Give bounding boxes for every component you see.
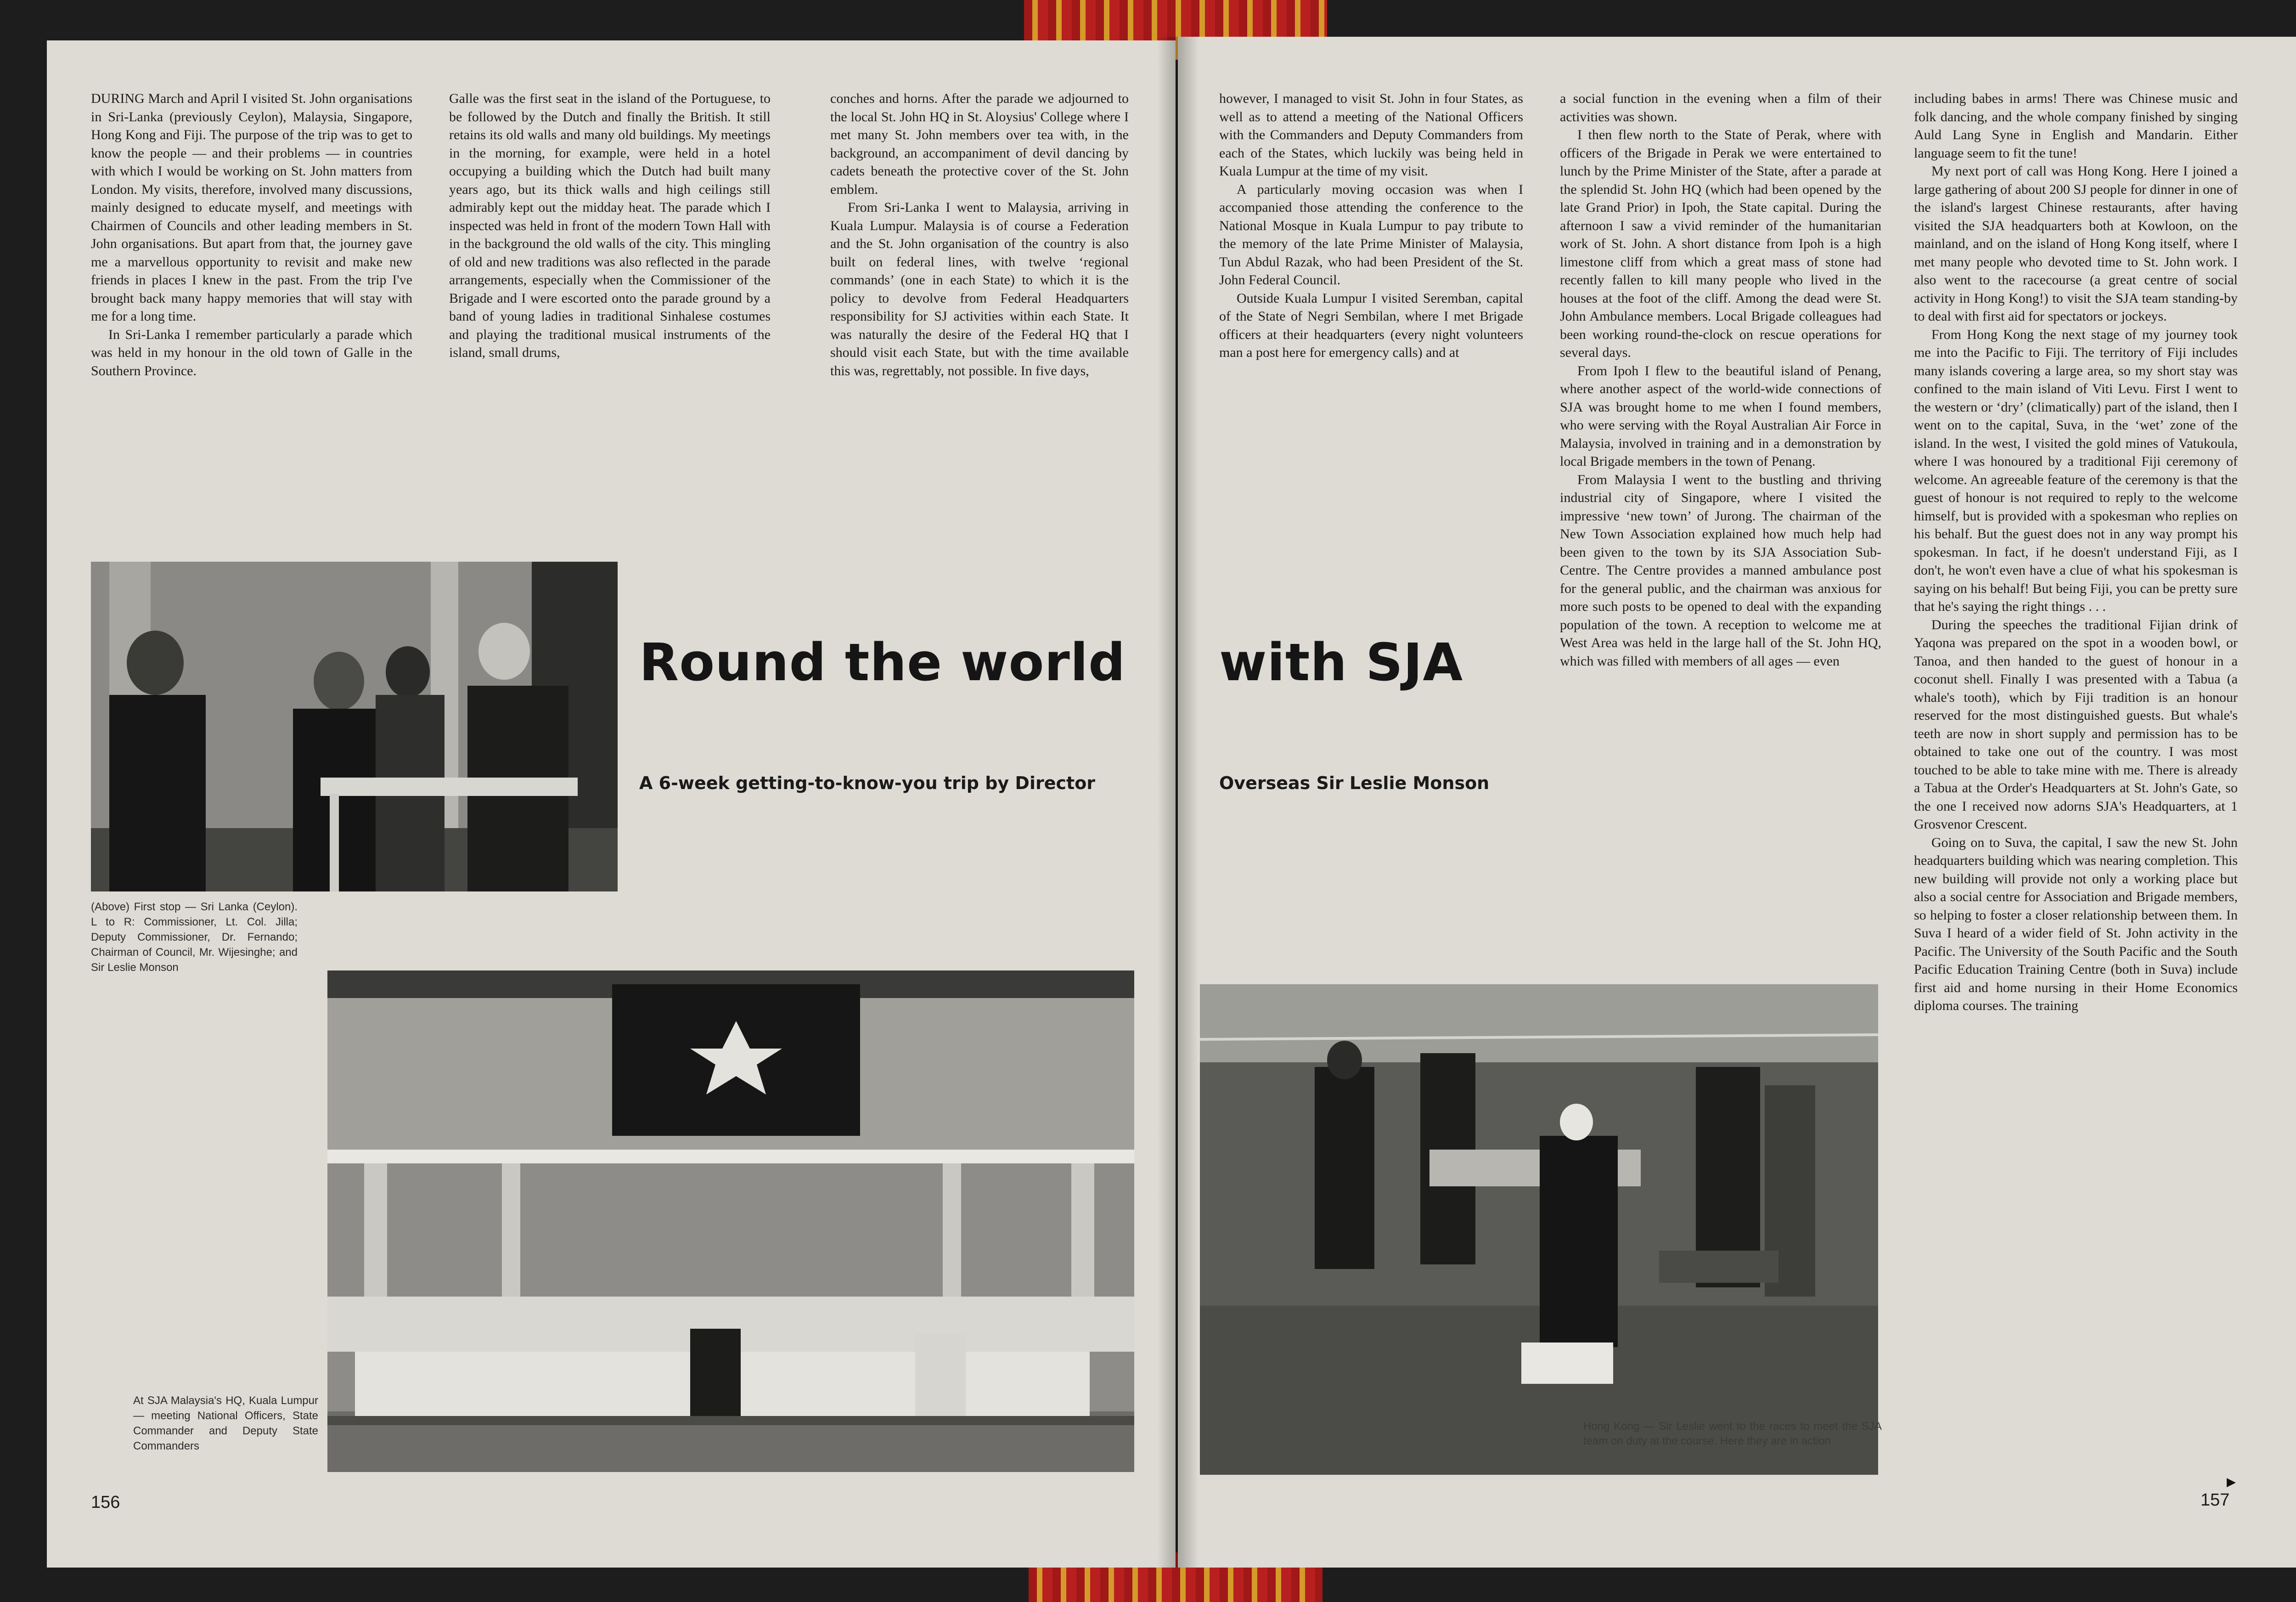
photo-malaysia-group bbox=[327, 970, 1134, 1472]
paragraph: A particularly moving occasion was when I accompanied those attending the conference to the National Mosque in Kuala Lumpur to pay tribute to the memory of the late Prime Minister of Malaysia, Tun Abdul Razak, who had been President of the St. John Federal Council. bbox=[1219, 181, 1523, 288]
paragraph: however, I managed to visit St. John in four States, as well as to attend a meeting of the National Officers with the Commanders and Deputy Commanders from each of the States, which luckily was being held in Kuala Lumpur at the time of my visit. bbox=[1219, 91, 1523, 179]
column-4 bbox=[1219, 90, 1523, 362]
photo-hong-kong-races bbox=[1200, 984, 1878, 1475]
paragraph: Galle was the first seat in the island of the Portuguese, to be followed by the Dutch and finally the British. It still retains its old walls and many old buildings. My meetings in the morning, for example, were held in a hotel occupying a building which the Dutch had built many years ago, but its thick walls and high ceilings still admirably kept out the midday heat. The parade which I inspected was held in front of the modern Town Hall with in the background the old walls of the city. This mingling of old and new traditions was also reflected in the parade arrangements, especially when the Commissioner of the Brigade and I were escorted onto the parade ground by a band of young ladies in traditional Sinhalese costumes and playing the traditional musical instruments of the island, small drums, bbox=[449, 91, 771, 360]
continue-arrow-icon: ▶ bbox=[2227, 1475, 2236, 1489]
column-2 bbox=[449, 90, 771, 362]
paragraph: From Hong Kong the next stage of my journey took me into the Pacific to Fiji. The territory of Fiji includes many islands covering a large area, so my short stay was confined to the main island of Viti Levu. First I went to the western or ‘dry’ (climatically) part of the island, then I went on to the capital, Suva, in the ‘wet’ zone of the island. In the west, I visited the gold mines of Vatukoula, where I was honoured by a traditional Fiji ceremony of welcome. An agreeable feature of the ceremony is that the guest of honour is not required to reply to the welcome himself, but is provided with a spokesman who replies on his behalf. But the guest does not in any way prompt his spokesman. In fact, if he doesn't understand Fiji, as I don't, he won't even have a clue of what his spokesman is saying on his behalf! But being Fiji, you can be pretty sure that he's saying the right things . . . bbox=[1914, 327, 2238, 614]
paragraph: including babes in arms! There was Chinese music and folk dancing, and the whole company finished by singing Auld Lang Syne in English and Mandarin. Either language seem to fit the tune! bbox=[1914, 91, 2238, 161]
column-1 bbox=[91, 90, 412, 380]
paragraph: a social function in the evening when a film of their activities was shown. bbox=[1560, 91, 1881, 124]
paragraph: From Sri-Lanka I went to Malaysia, arriving in Kuala Lumpur. Malaysia is of course a Federation and the St. John organisation of the country is also built on federal lines, with twelve ‘regional commands’ (one in each State) to which it is the policy to devolve from Federal Headquarters responsibility for SJ activities within each State. It was naturally the desire of the Federal HQ that I should visit each State, but with the time available this was, regrettably, not possible. In five days, bbox=[830, 200, 1129, 378]
paragraph: My next port of call was Hong Kong. Here I joined a large gathering of about 200 SJ people for dinner in one of the island's largest Chinese restaurants, after having visited the SJA headquarters both at Kowloon, on the mainland, and on the island of Hong Kong itself, where I met many people who devoted time to St. John work. I also went to the racecourse (a great centre of social activity in Hong Kong!) to visit the SJA team standing-by to deal with first aid for spectators or jockeys. bbox=[1914, 164, 2238, 324]
paragraph: From Malaysia I went to the bustling and thriving industrial city of Singapore, where I visited the impressive ‘new town’ of Jurong. The chairman of the New Town Association explained how much help had been given to the town by its SJA Association Sub-Centre. The Centre provides a manned ambulance post for the general public, and the chairman was anxious for more such posts to be opened to deal with the expanding population of the town. A reception to welcome me at West Area was held in the large hall of the St. John HQ, which was filled with members of all ages — even bbox=[1560, 472, 1881, 669]
page-number-left: 156 bbox=[91, 1493, 120, 1512]
paragraph: From Ipoh I flew to the beautiful island of Penang, where another aspect of the world-wide connections of SJA was brought home to me when I found members, who were serving with the Royal Australian Air Force in Malaysia, involved in training and in a demonstration by local Brigade members in the town of Penang. bbox=[1560, 363, 1881, 469]
headline-left: Round the world bbox=[639, 633, 1126, 693]
caption-malaysia: At SJA Malaysia's HQ, Kuala Lumpur — meeting National Officers, State Commander and Deputy State Commanders bbox=[133, 1394, 318, 1452]
paragraph: Going on to Suva, the capital, I saw the new St. John headquarters building which was nearing completion. This new building will provide not only a working place but also a social centre for Association and Brigade members, so helping to foster a closer relationship between them. In Suva I heard of a wider field of St. John activity in the Pacific. The University of the South Pacific and the South Pacific Education Training Centre (both in Suva) include first aid and home nursing in their Home Economics diploma courses. The training bbox=[1914, 835, 2238, 1013]
paragraph: In Sri-Lanka I remember particularly a parade which was held in my honour in the old town of Galle in the Southern Province. bbox=[91, 327, 412, 378]
paragraph: I then flew north to the State of Perak, where with officers of the Brigade in Perak we were entertained to lunch by the Prime Minister of the State, after a parade at the splendid St. John HQ (which had been opened by the late Grand Prior) in Ipoh, the State capital. During the afternoon I saw a vivid reminder of the humanitarian work of St. John. A short distance from Ipoh is a high limestone cliff from which a great mass of stone had recently fallen to kill many people who lived in the houses at the foot of the cliff. Among the dead were St. John Ambulance members. Local Brigade colleagues had been working round-the-clock on rescue operations for several days. bbox=[1560, 127, 1881, 360]
caption-sri-lanka: (Above) First stop — Sri Lanka (Ceylon). L to R: Commissioner, Lt. Col. Jilla; Deputy Commissioner, Dr. Fernando; Chairman of Council, Mr. Wijesinghe; and Sir Leslie Monson bbox=[91, 901, 298, 974]
paragraph: conches and horns. After the parade we adjourned to the local St. John HQ in St. Aloysius' College where I met many St. John members over tea with, in the background, an accompaniment of devil dancing by cadets beneath the protective cover of the St. John emblem. bbox=[830, 91, 1129, 197]
paragraph: During the speeches the traditional Fijian drink of Yaqona was prepared on the spot in a wooden bowl, or Tanoa, and then handed to the guest of honour in a coconut shell. Finally I was presented with a Tabua (a whale's tooth), which by Fiji tradition is an honour reserved for the most distinguished guests. But whale's teeth are now in short supply and permission has to be obtained to take one out of the country. I was most touched to be able to take mine with me. There is already a Tabua at the Order's Headquarters at St. John's Gate, so the one I received now adorns SJA's Headquarters, at 1 Grosvenor Crescent. bbox=[1914, 617, 2238, 832]
column-3 bbox=[830, 90, 1129, 380]
page-gutter bbox=[1157, 37, 1199, 1568]
caption-hong-kong: Hong Kong — Sir Leslie went to the races to meet the SJA team on duty at the course. Here they are in action bbox=[1583, 1420, 1882, 1447]
headline-right: with SJA bbox=[1219, 633, 1463, 693]
paragraph: Outside Kuala Lumpur I visited Seremban, capital of the State of Negri Sembilan, where I met Brigade officers at their headquarters (every night volunteers man a post here for emergency calls) and at bbox=[1219, 290, 1523, 360]
column-6 bbox=[1914, 90, 2238, 1015]
subhead-left: A 6-week getting-to-know-you trip by Director bbox=[639, 773, 1096, 793]
column-5 bbox=[1560, 90, 1881, 670]
subhead-right: Overseas Sir Leslie Monson bbox=[1219, 773, 1490, 793]
photo-sri-lanka-officials bbox=[91, 562, 618, 891]
paragraph: DURING March and April I visited St. John organisations in Sri-Lanka (previously Ceylon), Malaysia, Singapore, Hong Kong and Fiji. The purpose of the trip was to get to know the people — and their problems — in countries with which I would be working on St. John matters from London. My visits, therefore, involved many discussions, mainly designed to educate myself, and meetings with Chairmen of Councils and other leading members in St. John organisations. But apart from that, the journey gave me a marvellous opportunity to revisit and make new friends in places I knew in the past. From the trip I've brought back many happy memories that will stay with me for a long time. bbox=[91, 91, 412, 324]
page-number-right: 157 bbox=[2200, 1490, 2230, 1510]
